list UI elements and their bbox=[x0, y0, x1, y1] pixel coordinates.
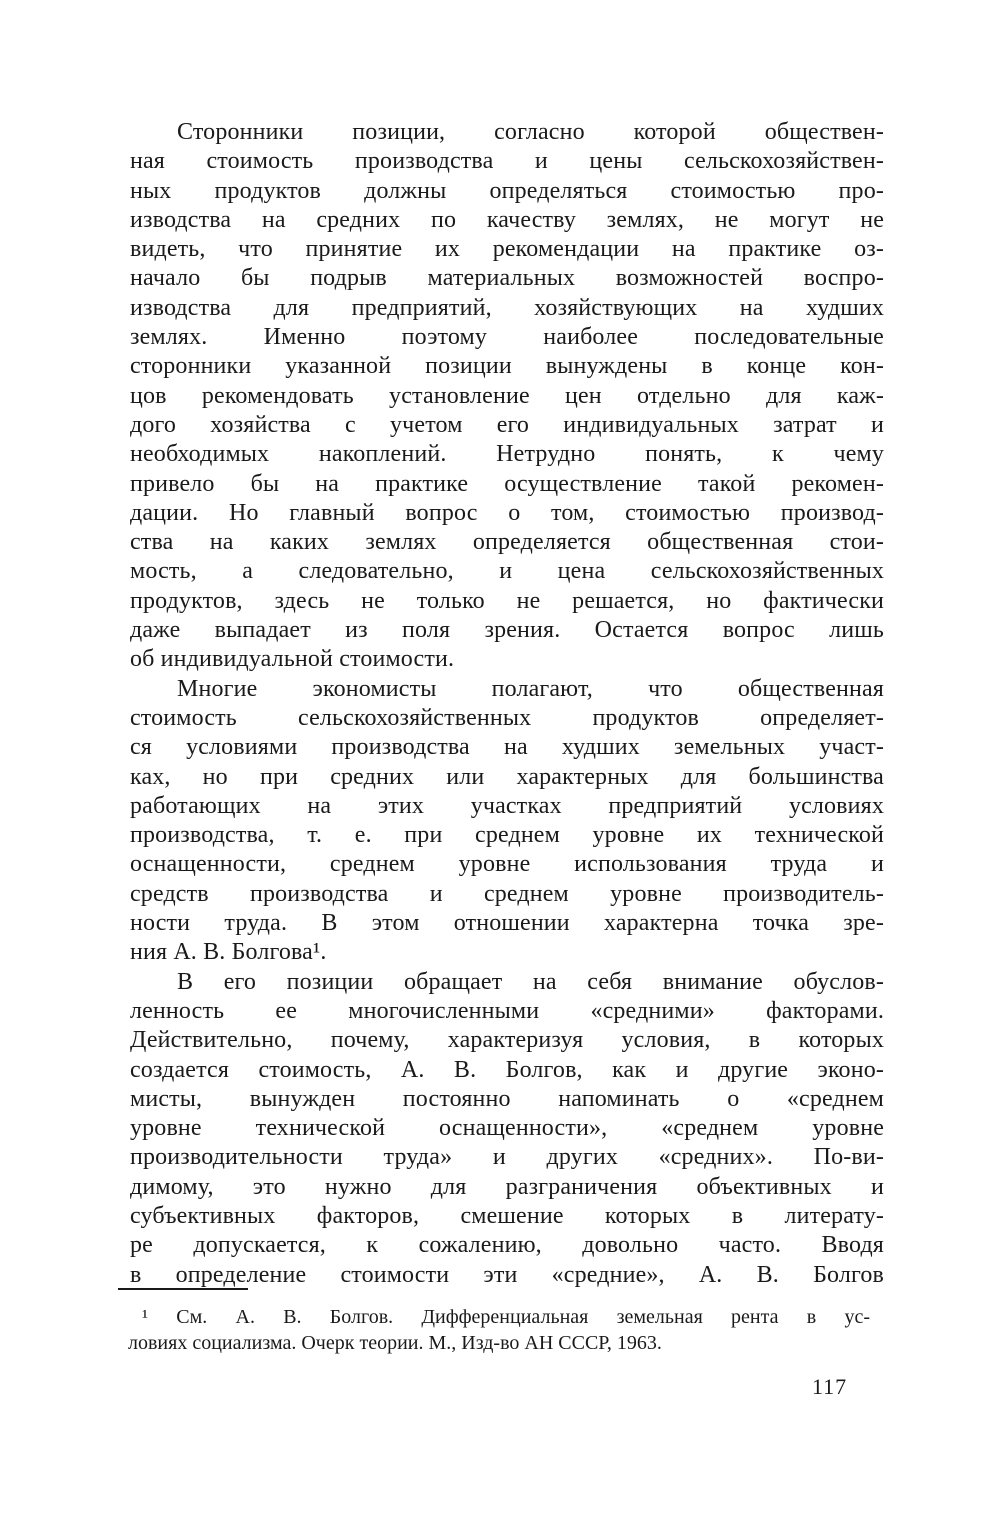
paragraph-2-line: стоимость сельскохозяйственных продуктов определяет- bbox=[130, 704, 884, 731]
footnote-line: ловиях социализма. Очерк теории. М., Изд-во АН СССР, 1963. bbox=[128, 1332, 662, 1354]
paragraph-2-line: ках, но при средних или характерных для большинства bbox=[130, 763, 884, 790]
paragraph-1-line: начало бы подрыв материальных возможностей воспро- bbox=[130, 265, 884, 292]
paragraph-3-line: ре допускается, к сожалению, довольно часто. Вводя bbox=[130, 1232, 884, 1259]
paragraph-2-line: ности труда. В этом отношении характерна точка зре- bbox=[130, 910, 884, 937]
paragraph-1-line: изводства на средних по качеству землях, не могут не bbox=[130, 206, 884, 233]
paragraph-2-line: производства, т. е. при среднем уровне их технической bbox=[130, 822, 884, 849]
paragraph-1-line: дого хозяйства с учетом его индивидуальных затрат и bbox=[130, 411, 884, 438]
paragraph-1-line: привело бы на практике осуществление такой рекомен- bbox=[130, 470, 884, 497]
paragraph-1-line: даже выпадает из поля зрения. Остается вопрос лишь bbox=[130, 617, 884, 644]
paragraph-1-line: изводства для предприятий, хозяйствующих на худших bbox=[130, 294, 884, 321]
footnote-block bbox=[128, 1304, 870, 1356]
page-number: 117 bbox=[812, 1374, 848, 1399]
paragraph-3-line: производительности труда» и других «средних». По-ви- bbox=[130, 1144, 884, 1171]
paragraph-1-line: сторонники указанной позиции вынуждены в конце кон- bbox=[130, 353, 884, 380]
paragraph-2-line: средств производства и среднем уровне производитель- bbox=[130, 880, 884, 907]
paragraph-3-line: Действительно, почему, характеризуя условия, в которых bbox=[130, 1027, 884, 1054]
paragraph-1-line: необходимых накоплений. Нетрудно понять, к чему bbox=[130, 441, 884, 468]
paragraph-1-line: ных продуктов должны определяться стоимостью про- bbox=[130, 177, 884, 204]
paragraph-1-line: Сторонники позиции, согласно которой обществен- bbox=[177, 119, 884, 145]
paragraph-2-line: ния А. В. Болгова¹. bbox=[130, 939, 327, 966]
body-text bbox=[130, 118, 884, 1290]
paragraph-1-line: видеть, что принятие их рекомендации на практике оз- bbox=[130, 236, 884, 263]
paragraph-3-line: В его позиции обращает на себя внимание обуслов- bbox=[177, 968, 884, 995]
paragraph-3-line: в определение стоимости эти «средние», А. В. Болгов bbox=[130, 1261, 884, 1288]
paragraph-2-line: работающих на этих участках предприятий условиях bbox=[130, 792, 884, 819]
paragraph-3-line: субъективных факторов, смешение которых в литерату- bbox=[130, 1202, 884, 1229]
paragraph-3-line: создается стоимость, А. В. Болгов, как и другие эконо- bbox=[130, 1056, 884, 1083]
paragraph-1-line: ства на каких землях определяется общественная стои- bbox=[130, 529, 884, 556]
paragraph-3-line: ленность ее многочисленными «средними» факторами. bbox=[130, 997, 884, 1024]
paragraph-3-line: уровне технической оснащенности», «среднем уровне bbox=[130, 1115, 884, 1142]
paragraph-1-line: об индивидуальной стоимости. bbox=[130, 646, 455, 673]
paragraph-1-line: продуктов, здесь не только не решается, но фактически bbox=[130, 587, 884, 614]
paragraph-2-line: ся условиями производства на худших земельных участ- bbox=[130, 734, 884, 761]
paragraph-3-line: димому, это нужно для разграничения объективных и bbox=[130, 1173, 884, 1200]
paragraph-1-line: ная стоимость производства и цены сельскохозяйствен- bbox=[130, 148, 884, 175]
footnote-line: ¹ См. А. В. Болгов. Дифференциальная земельная рента в ус- bbox=[142, 1306, 870, 1328]
paragraph-1-line: землях. Именно поэтому наиболее последовательные bbox=[130, 324, 884, 351]
paragraph-2-line: оснащенности, среднем уровне использования труда и bbox=[130, 851, 884, 878]
paragraph-2-line: Многие экономисты полагают, что общественная bbox=[177, 675, 884, 702]
paragraph-1-line: дации. Но главный вопрос о том, стоимостью производ- bbox=[130, 499, 884, 526]
paragraph-1-line: цов рекомендовать установление цен отдельно для каж- bbox=[130, 382, 884, 409]
paragraph-1-line: мость, а следовательно, и цена сельскохозяйственных bbox=[130, 558, 884, 585]
paragraph-3-line: мисты, вынужден постоянно напоминать о «среднем bbox=[130, 1085, 884, 1112]
footnote-separator bbox=[118, 1288, 248, 1290]
